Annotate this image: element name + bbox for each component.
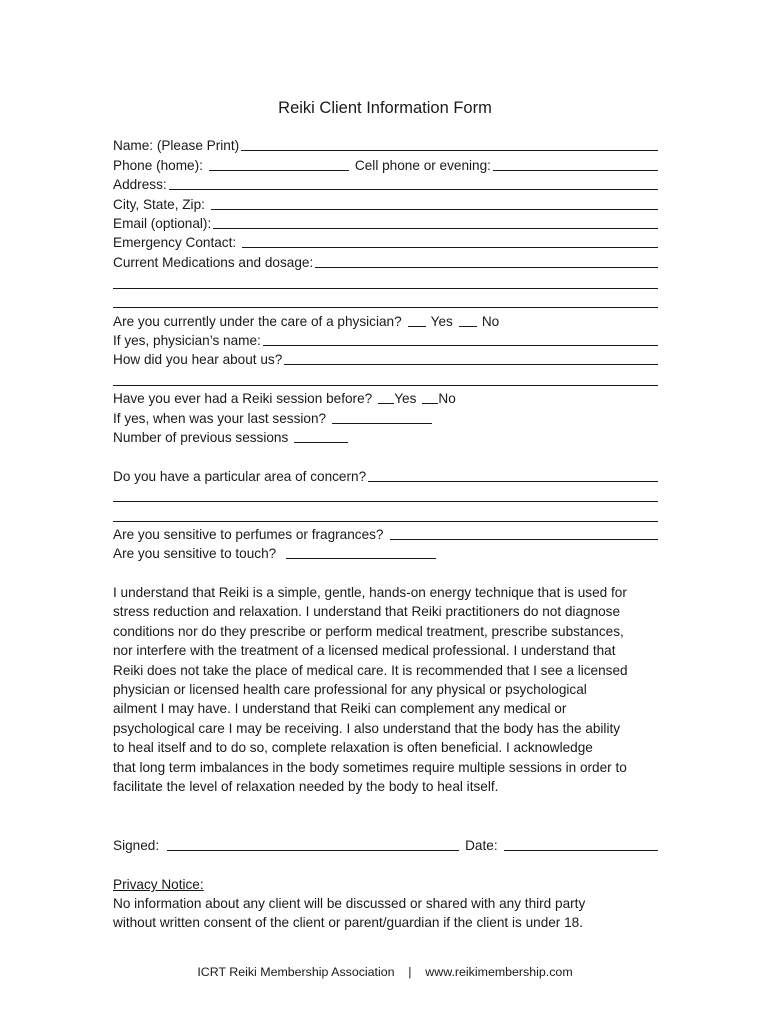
last-session-label: If yes, when was your last session?: [113, 411, 327, 426]
reiki-yes-blank[interactable]: [378, 403, 394, 404]
signed-label: Signed:: [113, 838, 160, 853]
physician-name-row: [113, 330, 658, 350]
emergency-contact-row: [113, 232, 658, 252]
city-state-zip-row: [113, 194, 658, 214]
address-label: Address:: [113, 177, 167, 192]
email-row: [113, 213, 658, 233]
perfumes-label: Are you sensitive to perfumes or fragrances?: [113, 527, 384, 542]
concern-row: [113, 466, 658, 486]
reiki-session-row: [113, 388, 658, 408]
privacy-line: without written consent of the client or parent/guardian if the client is under 18.: [113, 915, 584, 931]
name-field[interactable]: [241, 150, 658, 151]
statement-line: to heal itself and to do so, complete relaxation is often beneficial. I acknowledge: [113, 740, 593, 756]
privacy-notice-text: [113, 894, 585, 933]
email-field[interactable]: [213, 228, 658, 229]
medications-extra-line[interactable]: [113, 288, 658, 289]
statement-line: ailment I may have. I understand that Reiki can complement any medical or: [113, 701, 567, 717]
statement-line: Reiki does not take the place of medical care. It is recommended that I see a licensed: [113, 662, 628, 678]
city-state-zip-label: City, State, Zip:: [113, 197, 205, 212]
perfumes-row: [113, 524, 658, 544]
previous-sessions-row: [113, 427, 658, 447]
statement-line: nor interfere with the treatment of a licensed medical professional. I understand that: [113, 643, 616, 659]
hear-about-label: How did you hear about us?: [113, 352, 283, 367]
hear-about-row: [113, 349, 658, 369]
date-field[interactable]: [504, 850, 658, 851]
signature-field[interactable]: [167, 850, 459, 851]
cell-phone-field[interactable]: [493, 170, 658, 171]
statement-line: conditions nor do they prescribe or perform medical treatment, prescribe substances,: [113, 623, 624, 639]
statement-line: stress reduction and relaxation. I understand that Reiki practitioners do not diagnose: [113, 604, 621, 620]
consent-statement: [113, 583, 661, 796]
concern-extra-line[interactable]: [113, 501, 658, 502]
medications-field[interactable]: [315, 267, 658, 268]
address-field[interactable]: [169, 189, 658, 190]
statement-line: facilitate the level of relaxation needed by the body to heal itself.: [113, 779, 499, 795]
phone-row: [113, 155, 658, 175]
previous-sessions-field[interactable]: [294, 442, 348, 443]
medications-row: [113, 252, 658, 272]
statement-line: that long term imbalances in the body sometimes require multiple sessions in order to: [113, 759, 627, 775]
address-row: [113, 174, 658, 194]
emergency-contact-label: Emergency Contact:: [113, 235, 237, 250]
physician-yes-blank[interactable]: [408, 326, 426, 327]
physician-no-label: No: [481, 314, 500, 329]
physician-yes-label: Yes: [430, 314, 453, 329]
signature-row: [113, 835, 658, 855]
phone-home-label: Phone (home):: [113, 158, 203, 173]
email-label: Email (optional):: [113, 216, 212, 231]
privacy-notice-heading: Privacy Notice:: [113, 877, 204, 892]
name-row: [113, 135, 658, 155]
last-session-row: [113, 408, 658, 428]
emergency-contact-field[interactable]: [242, 247, 658, 248]
last-session-field[interactable]: [332, 423, 432, 424]
concern-label: Do you have a particular area of concern?: [113, 469, 367, 484]
statement-line: psychological care I may be receiving. I also understand that the body has the ability: [113, 720, 621, 736]
medications-label: Current Medications and dosage:: [113, 255, 314, 270]
hear-about-extra-line[interactable]: [113, 385, 658, 386]
hear-about-field[interactable]: [284, 364, 658, 365]
reiki-no-blank[interactable]: [422, 403, 438, 404]
physician-name-label: If yes, physician’s name:: [113, 333, 261, 348]
physician-name-field[interactable]: [263, 345, 658, 346]
perfumes-field[interactable]: [390, 539, 659, 540]
concern-field[interactable]: [368, 481, 658, 482]
cell-phone-label: Cell phone or evening:: [354, 158, 491, 173]
touch-field[interactable]: [286, 558, 436, 559]
touch-label: Are you sensitive to touch?: [113, 546, 277, 561]
reiki-no-label: No: [438, 391, 456, 406]
phone-home-field[interactable]: [209, 170, 349, 171]
previous-sessions-label: Number of previous sessions: [113, 430, 289, 445]
physician-row: [113, 311, 658, 331]
touch-row: [113, 543, 658, 563]
date-label: Date:: [465, 838, 498, 853]
statement-line: physician or licensed health care professional for any physical or psychological: [113, 682, 587, 698]
privacy-line: No information about any client will be discussed or shared with any third party: [113, 896, 586, 911]
form-title: Reiki Client Information Form: [278, 99, 492, 117]
footer: ICRT Reiki Membership Association | www.reikimembership.com: [197, 965, 573, 979]
name-label: Name: (Please Print): [113, 138, 240, 153]
reiki-yes-label: Yes: [394, 391, 417, 406]
city-state-zip-field[interactable]: [211, 209, 658, 210]
reiki-session-question: Have you ever had a Reiki session before?: [113, 391, 373, 406]
physician-question: Are you currently under the care of a physician?: [113, 314, 402, 329]
medications-extra-line[interactable]: [113, 307, 658, 308]
concern-extra-line[interactable]: [113, 521, 658, 522]
statement-line: I understand that Reiki is a simple, gentle, hands-on energy technique that is used for: [113, 585, 627, 600]
physician-no-blank[interactable]: [459, 326, 477, 327]
